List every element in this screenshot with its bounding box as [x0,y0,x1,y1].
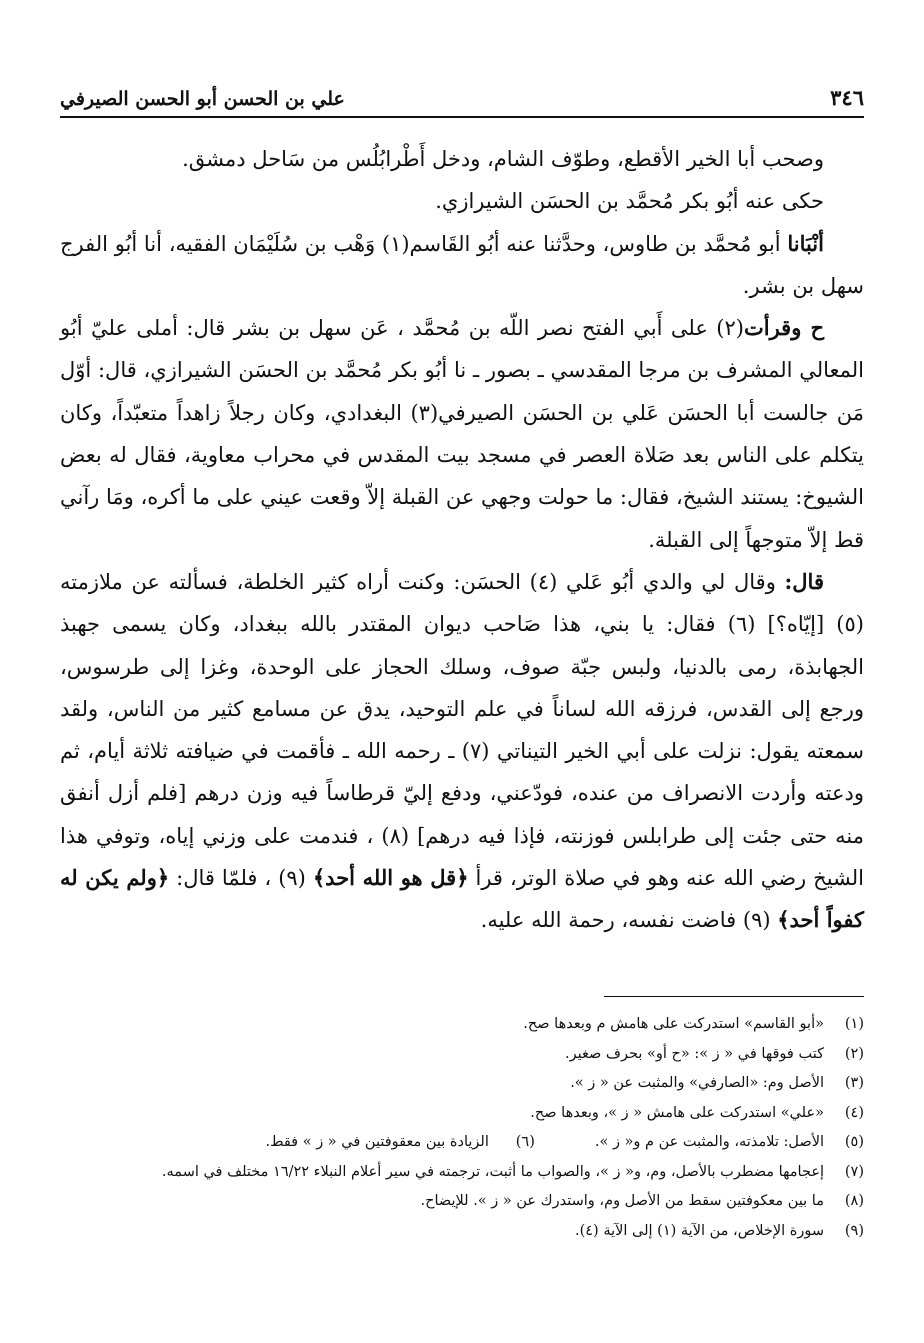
quran-verse-1: ﴿قل هو الله أحد﴾ [312,865,469,891]
footnote-text: الزيادة بين معقوفتين في « ز » فقط. [265,1134,489,1150]
footnote-number: (٦) [515,1134,535,1150]
footnote [60,1010,864,1040]
footnote [60,1069,864,1099]
footnote-text: «علي» استدركت على هامش « ز »، وبعدها صح. [530,1104,824,1121]
footnote-number: (٩) [844,1222,864,1239]
paragraph-5-text-c: (٩) فاضت نفسه، رحمة الله عليه. [480,908,771,933]
footnote [60,1187,864,1217]
footnote [265,1128,534,1158]
footnote-number: (٥) [844,1134,864,1150]
main-text [60,138,864,942]
paragraph-1: وصحب أبا الخير الأقطع، وطوّف الشام، ودخل أَطْرابُلُس من سَاحل دمشق. [182,147,824,171]
paragraph-5 [60,561,864,942]
footnote-number: (٧) [844,1163,864,1180]
paragraph-3-text: أبو مُحمَّد بن طاوس، وحدَّثنا عنه أبُو القَاسم(١) وَهْب بن سُلَيْمَان الفقيه، أنا أبُو الفرج سهل بن بشر. [60,231,864,298]
footnote [60,1217,864,1247]
footnote-pair [60,1128,864,1158]
paragraph-5-lead: قال: [784,568,824,594]
paragraph-4-lead: ح وقرأت [743,315,824,341]
paragraph-4-text: (٢) على أَبي الفتح نصر اللّه بن مُحمَّد ، عَن سهل بن بشر قال: أملى عليّ أبُو المعالي المشرف بن مرجا المقدسي ـ بصور ـ نا أبُو بكر مُحمَّد بن الحسَن الشيرازي، قال: أوّل مَن جالست أبا الحسَن عَلي بن الحسَن الصيرفي(٣) البغدادي، وكان رجلاً زاهداً متعبّداً، وكان يتكلم على الناس بعد صَلاة العصر في مسجد بيت المقدس في محراب معاوية، فقال له بعض الشيوخ: يستند الشيخ، فقال: ما حولت وجهي عن القبلة إلاّ وقعت عيني على ما أكره، ومَا رآني قط إلاّ متوجهاً إلى القبلة. [59,316,865,552]
footnote-text: إعجامها مضطرب بالأصل، وم، و« ز »، والصواب ما أثبت، ترجمته في سير أعلام النبلاء ١٦/٢٢ مختلف في اسمه. [161,1163,824,1180]
footnote [60,1040,864,1070]
quran-verse-2: ﴿ولم يكن له كفواً أحد﴾ [60,865,864,933]
footnote [595,1128,864,1158]
running-head: علي بن الحسن أبو الحسن الصيرفي [60,88,345,110]
paragraph-5-text-a: وقال لي والدي أبُو عَلي (٤) الحسَن: وكنت أراه كثير الخلطة، فسألته عن ملازمته (٥) [إيّاه؟] (٦) فقال: يا بني، هذا صَاحب ديوان المقتدر بالله ببغداد، وكان يسمى جهبذ الجهابذة، رمى بالدنيا، ولبس جبّة صوف، وسلك الحجاز على الوحدة، وغزا إلى طرسوس، ورجع إلى القدس، فرزقه الله لساناً في علم التوحيد، يدق عن مسامع كثير من الناس، ولقد سمعته يقول: نزلت على أبي الخير التيناتي (٧) ـ رحمه الله ـ فأقمت في ضيافته ثلاثة أيام، ثم ودعته وأردت الانصراف من عنده، فودّعني، ودفع إليّ قرطاساً فيه وزن درهم [فلم أزل أنفق منه حتى جئت إلى طرابلس فوزنته، فإذا فيه درهم] (٨) ، فندمت على وزني إياه، وتوفي هذا الشيخ رضي الله عنه وهو في صلاة الوتر، قرأ [60,569,865,891]
footnote [60,1099,864,1129]
paragraph-3-lead: أنْبَانا [787,230,824,256]
paragraph-5-text-b: (٩) ، فلمّا قال: [176,866,306,891]
footnote-text: الأصل: تلامذته، والمثبت عن م و« ز ». [594,1134,824,1150]
paragraph-2: حكى عنه أبُو بكر مُحمَّد بن الحسَن الشيرازي. [435,189,824,214]
footnote-text: ما بين معكوفتين سقط من الأصل وم، واستدرك عن « ز ». للإيضاح. [420,1193,824,1209]
footnote-text: الأصل وم: «الصارفي» والمثبت عن « ز ». [570,1075,824,1091]
page-header [60,70,864,118]
footnotes [60,1010,864,1246]
paragraph-3 [60,223,864,308]
paragraph-4 [60,307,864,561]
footnote [60,1158,864,1188]
footnote-number: (٢) [844,1045,864,1062]
footnote-number: (٤) [844,1104,864,1121]
page-number: ٣٤٦ [830,85,864,110]
footnote-text: كتب فوقها في « ز »: «ح أو» بحرف صغير. [565,1045,824,1062]
footnote-number: (١) [844,1016,864,1032]
footnote-text: سورة الإخلاص، من الآية (١) إلى الآية (٤). [574,1222,824,1239]
footnote-text: «أبو القاسم» استدركت على هامش م وبعدها صح. [523,1016,824,1032]
footnote-number: (٨) [844,1193,864,1209]
footnote-number: (٣) [844,1075,864,1091]
footnote-divider [604,996,864,997]
